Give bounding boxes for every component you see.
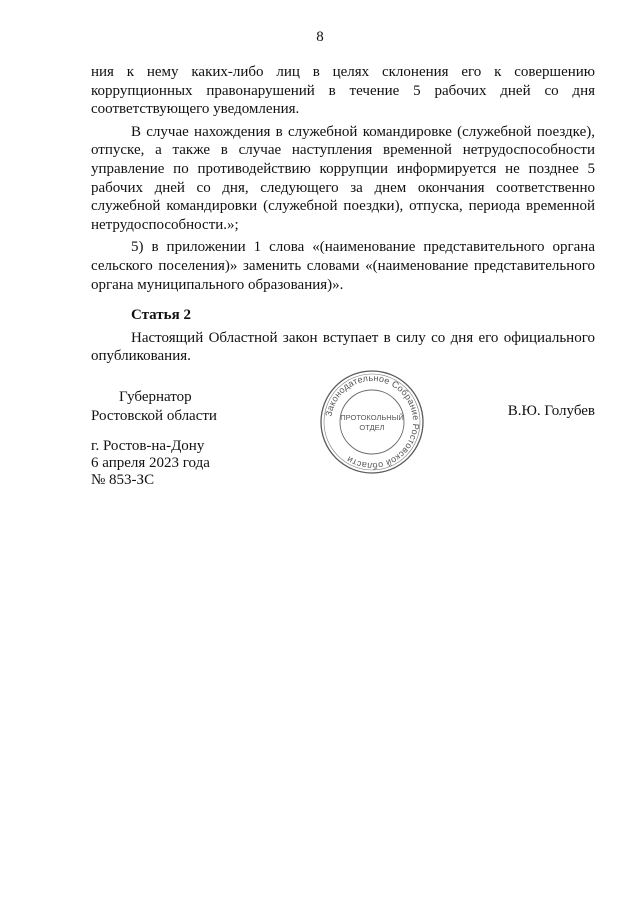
article-title: Статья 2 [131,307,191,324]
signature-position-line2: Ростовской области [91,407,217,424]
document-body [91,63,595,366]
paragraph-appendix-amendment: 5) в приложении 1 слова «(наименование представительного органа сельского поселения)» заменить словами «(наименование представительного органа муниципального образования)». [91,239,595,293]
paragraph-business-trip: В случае нахождения в служебной командировке (служебной поездке), отпуске, а также в случае наступления временной нетрудоспособности управление по противодействию коррупции информируется не позднее 5 рабочих дней со дня, следующего за днем окончания соответственно служебной командировки (служебной поездки), отпуска, периода временной нетрудоспособности.»; [91,123,595,233]
official-stamp [318,368,426,476]
page-number: 8 [316,29,324,45]
place-date: 6 апреля 2023 года [91,455,210,471]
paragraph-continuation: ния к нему каких-либо лиц в целях склонения его к совершению коррупционных правонарушений в течение 5 рабочих дней со дня соответствующего уведомления. [91,64,595,118]
place-date-block [91,438,210,489]
signature-position-line1: Губернатор [119,389,192,405]
law-number: № 853-ЗС [91,472,155,488]
stamp-outer-text: Законодательное Собрание Ростовской области [323,372,422,472]
signature-position [91,388,217,425]
signer-name: В.Ю. Голубев [507,403,595,419]
stamp-inner-line2: ОТДЕЛ [359,423,385,432]
stamp-inner-line1: ПРОТОКОЛЬНЫЙ [340,413,404,422]
place-city: г. Ростов-на-Дону [91,438,205,454]
paragraph-entry-into-force: Настоящий Областной закон вступает в силу со дня его официального опубликования. [91,329,595,365]
svg-text:Законодательное Собрание Росто [323,373,421,471]
